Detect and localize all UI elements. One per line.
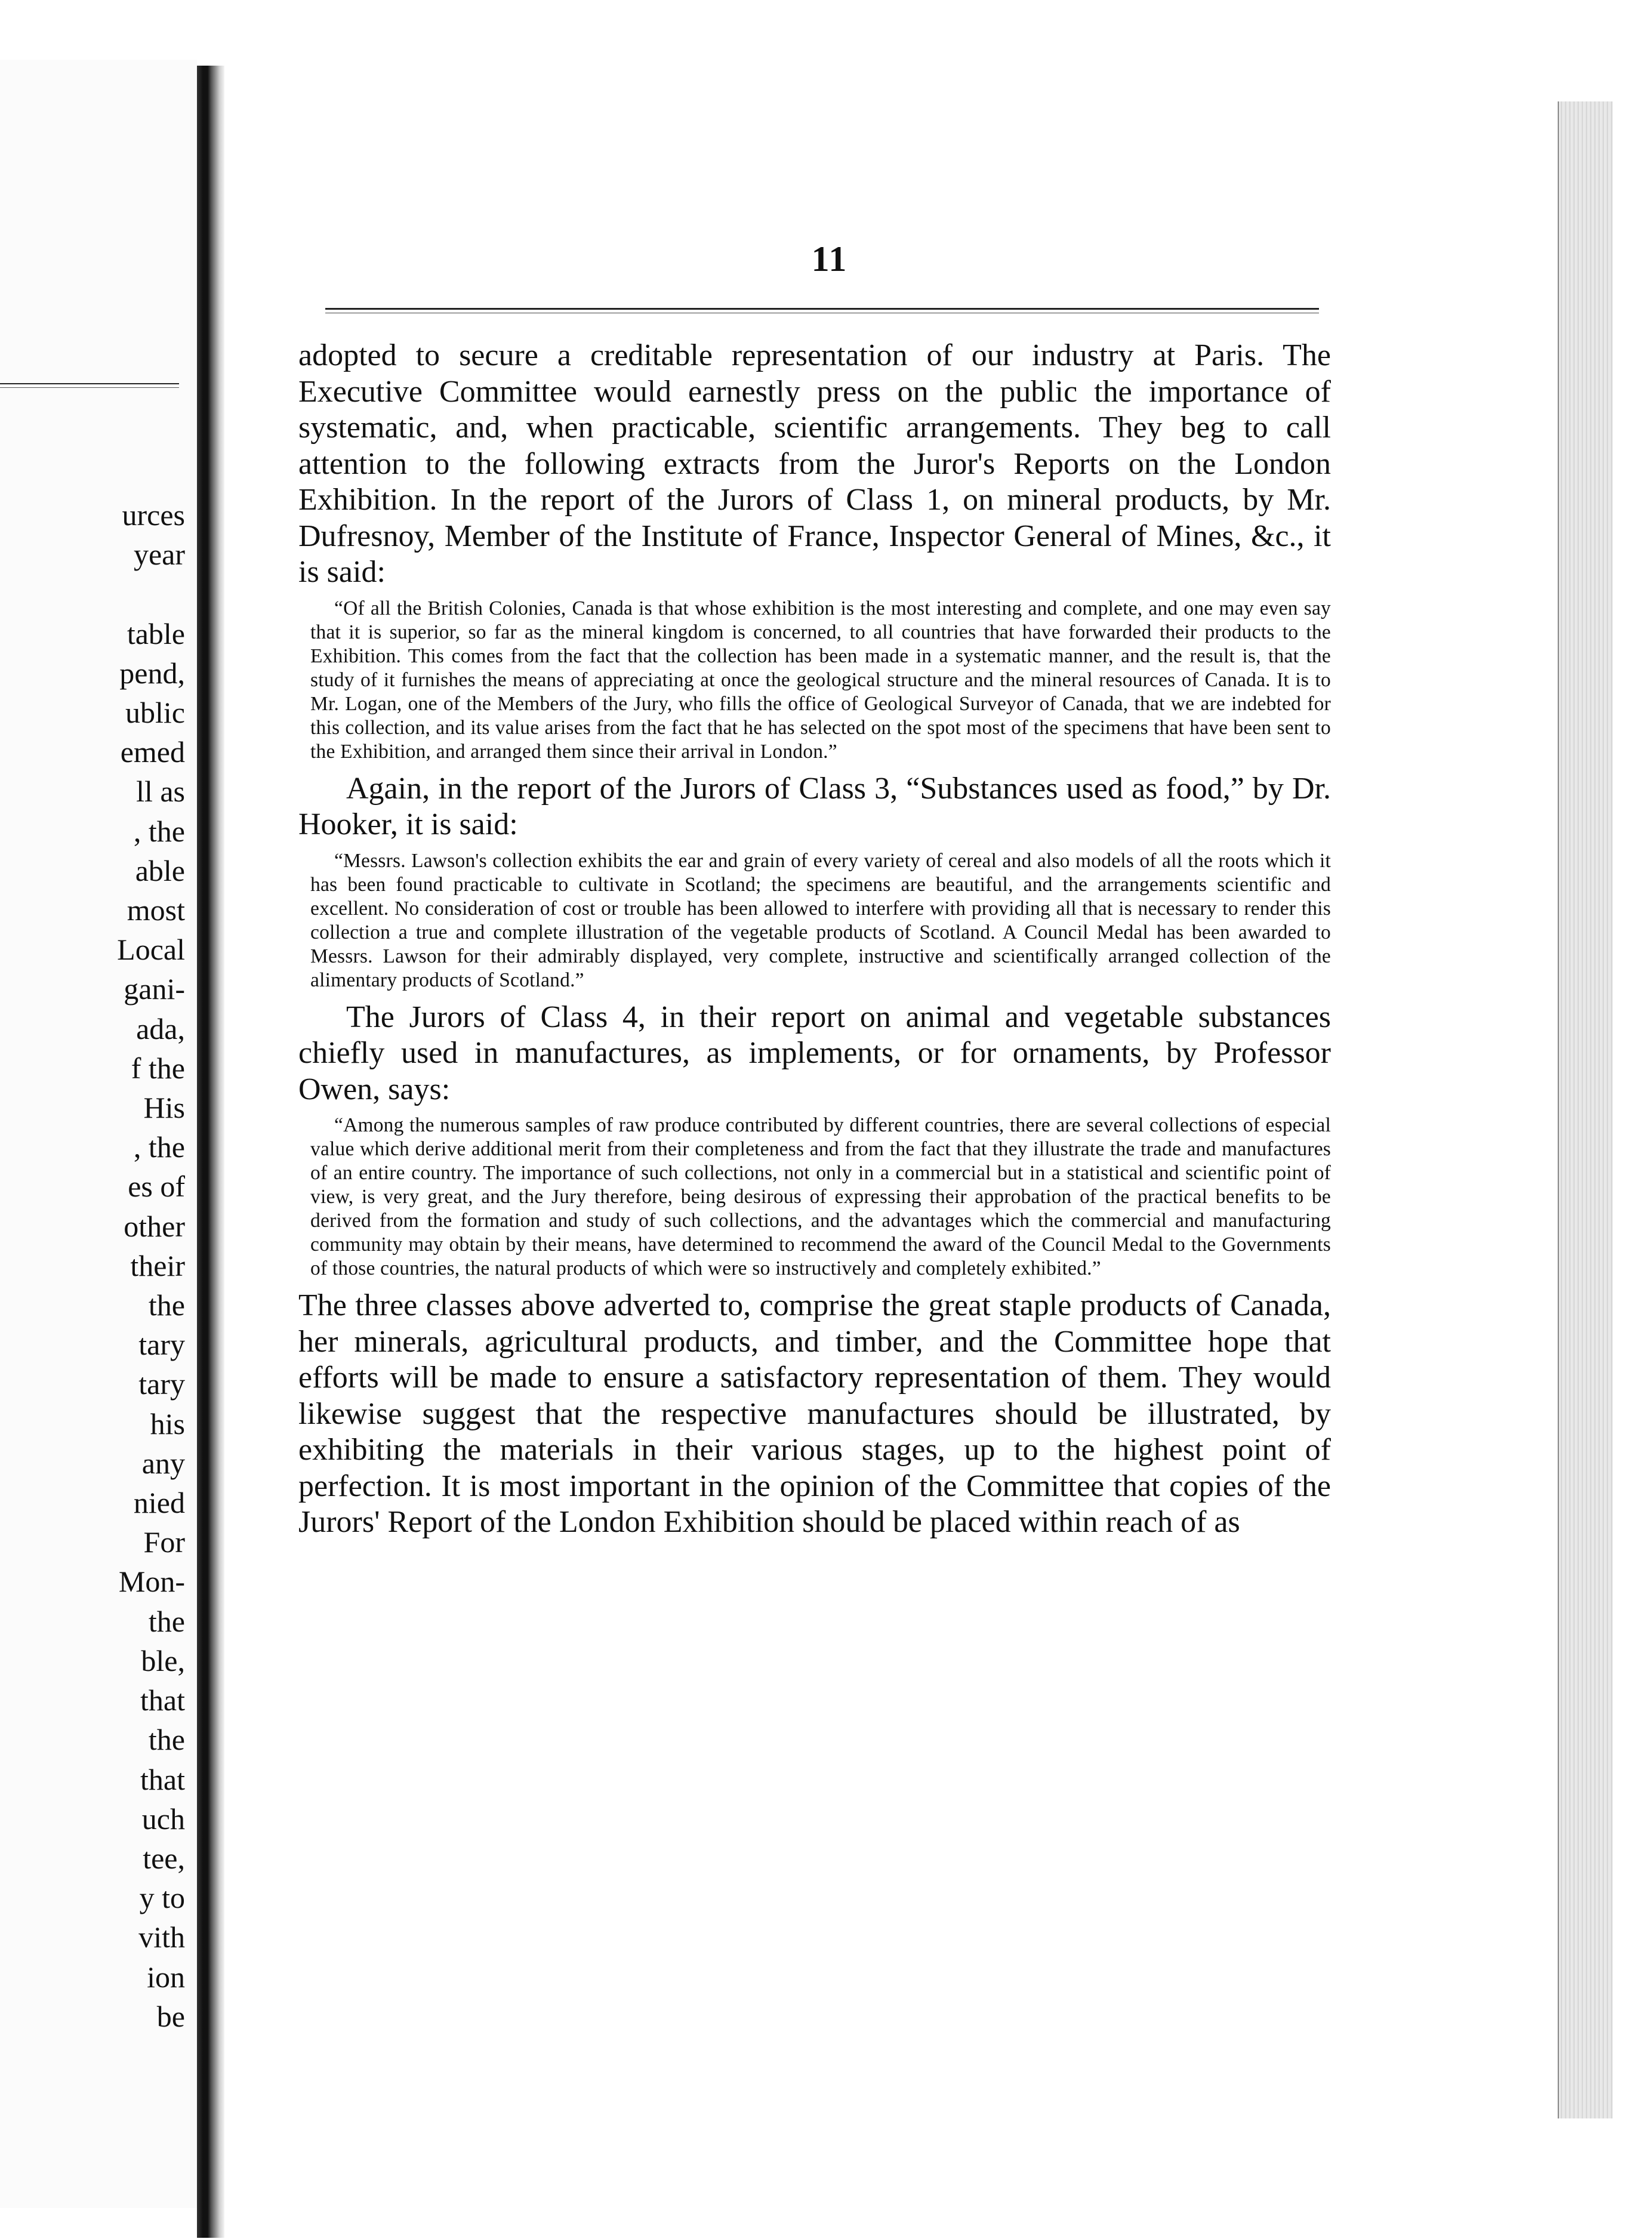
facing-page-fragment: nied <box>133 1486 185 1520</box>
page-edges <box>1558 101 1613 2118</box>
facing-page-fragment: uch <box>141 1802 185 1836</box>
facing-page-fragment: be <box>156 1999 185 2033</box>
facing-page-fragment: year <box>133 538 185 572</box>
facing-page-fragment: urces <box>122 498 185 532</box>
facing-page-fragment: ublic <box>125 696 185 730</box>
facing-page-rule <box>0 383 179 388</box>
facing-page-fragment: most <box>127 893 185 927</box>
facing-page-fragment: any <box>141 1446 185 1480</box>
facing-page-fragment: ion <box>147 1960 185 1994</box>
facing-page-fragment: pend, <box>119 656 185 690</box>
facing-page-fragment: f the <box>131 1051 185 1085</box>
facing-page-fragment: For <box>143 1525 185 1559</box>
facing-page-fragment: ll as <box>136 775 185 809</box>
book-gutter <box>197 66 224 2238</box>
facing-page-fragment: ble, <box>141 1643 185 1677</box>
facing-page-fragment: the <box>148 1723 185 1757</box>
facing-page-fragment: , the <box>133 1130 185 1164</box>
quote-class-4: “Among the numerous samples of raw produce contributed by different countries, there are several collections of especial value which derive additional merit from their completeness and from the fact that they illustrate the trade and manufactures of an entire country. The importance of such collections, not only in a commercial but in a statistical and scientific point of view, is very great, and the Jury therefore, being desirous of expressing their approbation of the practical benefits to be derived from the formation and study of such collections, and the advantages which the commercial and manufacturing community may obtain by their means, have determined to recommend the award of the Council Medal to the Governments of those countries, the natural products of which were so instructively and completely exhibited.” <box>310 1114 1331 1279</box>
facing-page-fragment: tary <box>138 1328 185 1362</box>
facing-page-fragment: tary <box>138 1367 185 1401</box>
facing-page-fragment: tee, <box>143 1841 185 1875</box>
facing-page-fragment <box>0 574 185 613</box>
facing-page-fragment: Mon- <box>118 1565 185 1599</box>
facing-page-fragment: his <box>150 1407 185 1441</box>
facing-page-text-fragments <box>0 495 191 2036</box>
quote-class-3: “Messrs. Lawson's collection exhibits the ear and grain of every variety of cereal and also models of all the roots which it has been found practicable to cultivate in Scotland; the specimens are beautiful, and the arrangements scientific and excellent. No consideration of cost or trouble has been allowed to interfere with providing all that is necessary to render this collection a true and complete illustration of the vegetable products of Scotland. A Council Medal has been awarded to Messrs. Lawson for their admirably displayed, very complete, instructive and scientifically arranged collection of the alimentary products of Scotland.” <box>310 849 1331 991</box>
paragraph-2: Again, in the report of the Jurors of Class 3, “Substances used as food,” by Dr. Hooker, it is said: <box>298 771 1331 841</box>
facing-page-fragment: their <box>130 1248 185 1282</box>
facing-page-fragment: able <box>135 853 185 887</box>
facing-page-fragment: vith <box>138 1920 185 1954</box>
quote-class-1: “Of all the British Colonies, Canada is that whose exhibition is the most interesting and complete, and one may even say that it is superior, so far as the mineral kingdom is concerned, to all countries that have forwarded their products to the Exhibition. This comes from the fact that the collection has been made in a systematic manner, and the result is, that the study of it furnishes the means of appreciating at once the geological structure and the mineral resources of Canada. It is to Mr. Logan, one of the Members of the Jury, who fills the office of Geological Surveyor of Canada, that we are indebted for this collection, and its value arises from the fact that he has selected on the spot most of the specimens that have been sent to the Exhibition, and arranged them since their arrival in London.” <box>310 597 1331 763</box>
facing-page-fragment: table <box>127 616 185 650</box>
header-rule <box>325 308 1319 313</box>
facing-page-fragment: ada, <box>136 1011 185 1046</box>
paragraph-4: The three classes above adverted to, comprise the great staple products of Canada, her minerals, agricultural products, and timber, and the Committee hope that efforts will be made to ensure a satisfactory representation of them. They would likewise suggest that the respective manufactures should be illustrated, by exhibiting the materials in their various stages, up to the highest point of perfection. It is most important in the opinion of the Committee that copies of the Jurors' Report of the London Exhibition should be placed within reach of as <box>298 1288 1331 1539</box>
facing-page-fragment: es of <box>128 1170 185 1204</box>
page-body <box>298 338 1331 1541</box>
facing-page-fragment: Local <box>117 933 185 967</box>
facing-page-fragment: other <box>124 1209 185 1243</box>
facing-page-fragment: gani- <box>124 972 185 1006</box>
facing-page-fragment: the <box>148 1288 185 1322</box>
paragraph-3: The Jurors of Class 4, in their report on animal and vegetable substances chiefly used in manufactures, as implements, or for ornaments, by Professor Owen, says: <box>298 1000 1331 1106</box>
facing-page-fragment: His <box>143 1091 185 1125</box>
facing-page-fragment: , the <box>133 814 185 848</box>
facing-page-fragment: that <box>140 1683 185 1717</box>
facing-page-fragment: y to <box>139 1881 185 1915</box>
facing-page-fragment: the <box>148 1604 185 1638</box>
facing-page-fragment: emed <box>120 735 185 769</box>
page-number: 11 <box>811 239 848 279</box>
facing-page-fragment: that <box>140 1762 185 1796</box>
facing-page <box>0 60 197 2208</box>
paragraph-1: adopted to secure a creditable representation of our industry at Paris. The Executive Committee would earnestly press on the public the importance of systematic, and, when practicable, scientific arrangements. They beg to call attention to the following extracts from the Juror's Reports on the London Exhibition. In the report of the Jurors of Class 1, on mineral products, by Mr. Dufresnoy, Member of the Institute of France, Inspector General of Mines, &c., it is said: <box>298 338 1331 589</box>
